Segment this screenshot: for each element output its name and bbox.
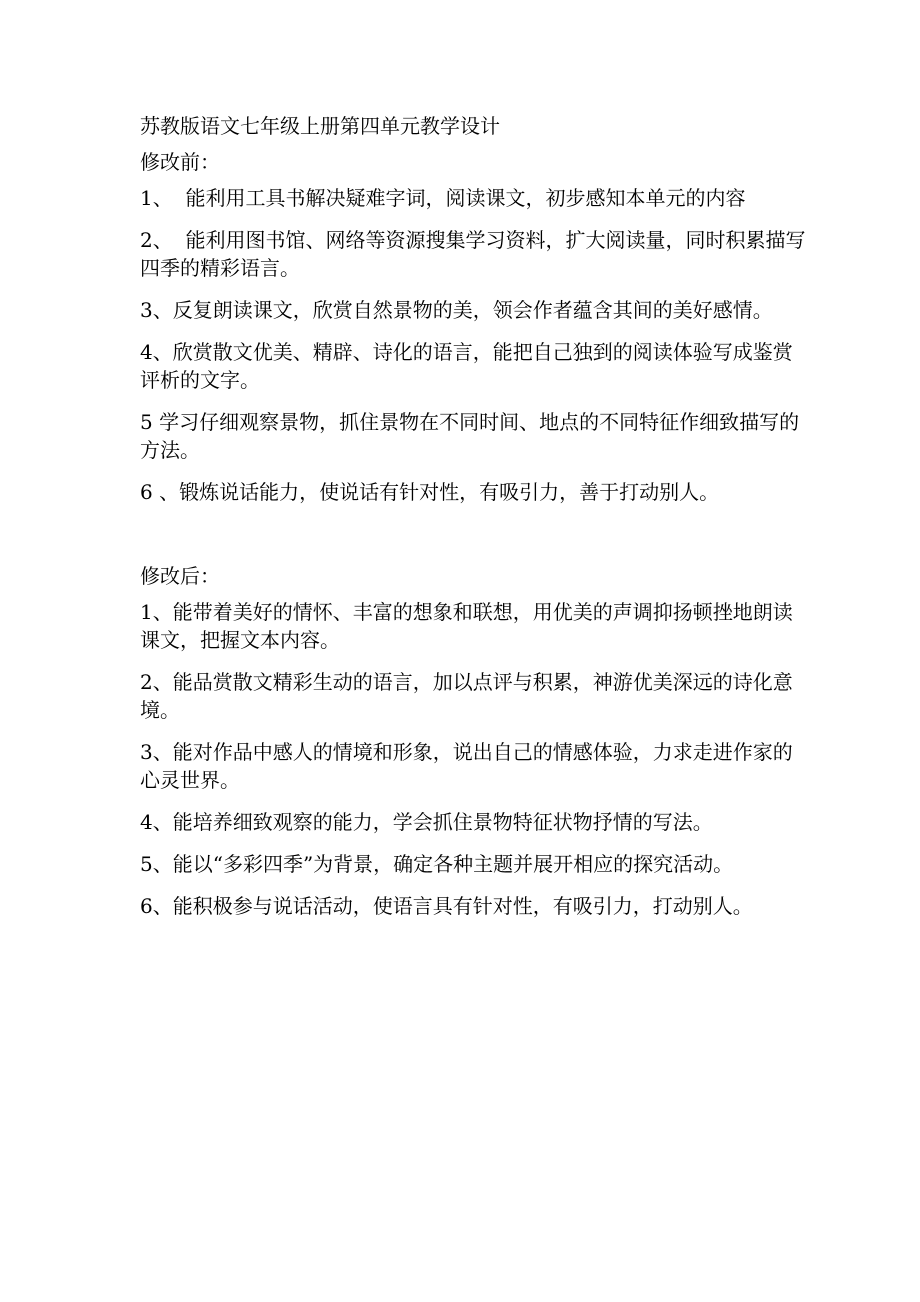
section-heading-before: 修改前： — [140, 150, 220, 174]
item-text: 能利用图书馆、网络等资源搜集学习资料，扩大阅读量，同时积累描写四季的精彩语言。 — [140, 228, 806, 280]
item-number: 2、 — [140, 670, 173, 694]
item-text: 能带着美好的情怀、丰富的想象和联想，用优美的声调抑扬顿挫地朗读课文，把握文本内容。 — [140, 600, 793, 652]
list-item — [140, 850, 812, 878]
item-text: 学习仔细观察景物，抓住景物在不同时间、地点的不同特征作细致描写的方法。 — [140, 410, 800, 462]
item-text: 能积极参与说话活动，使语言具有针对性，有吸引力，打动别人。 — [172, 894, 753, 918]
list-item — [140, 184, 812, 212]
list-item — [140, 338, 812, 394]
item-text: 锻炼说话能力，使说话有针对性，有吸引力，善于打动别人。 — [179, 480, 720, 504]
item-number: 2、 — [140, 228, 186, 252]
item-text: 能对作品中感人的情境和形象，说出自己的情感体验，力求走进作家的心灵世界。 — [140, 740, 793, 792]
item-number: 4、 — [140, 340, 173, 364]
item-text: 能培养细致观察的能力，学会抓住景物特征状物抒情的写法。 — [172, 810, 713, 834]
list-item — [140, 478, 812, 506]
list-item — [140, 226, 812, 282]
item-number: 4、 — [140, 810, 173, 834]
list-item — [140, 738, 812, 794]
item-text: 能品赏散文精彩生动的语言，加以点评与积累，神游优美深远的诗化意境。 — [140, 670, 793, 722]
item-number: 1、 — [140, 600, 173, 624]
item-number: 6 、 — [140, 480, 180, 504]
document-title: 苏教版语文七年级上册第四单元教学设计 — [140, 114, 500, 138]
list-item — [140, 408, 812, 464]
section-heading-after: 修改后： — [140, 564, 220, 588]
item-text: 欣赏散文优美、精辟、诗化的语言，能把自己独到的阅读体验写成鉴赏评析的文字。 — [140, 340, 793, 392]
item-number: 6、 — [140, 894, 173, 918]
list-item — [140, 892, 812, 920]
item-number: 3、 — [140, 298, 173, 322]
document-page — [140, 112, 812, 934]
item-number: 1、 — [140, 186, 186, 210]
item-number: 5、 — [140, 852, 173, 876]
item-text: 反复朗读课文，欣赏自然景物的美，领会作者蕴含其间的美好感情。 — [172, 298, 773, 322]
item-text: 能利用工具书解决疑难字词，阅读课文，初步感知本单元的内容 — [185, 186, 746, 210]
list-item — [140, 668, 812, 724]
list-item — [140, 296, 812, 324]
section-spacer — [140, 520, 812, 562]
list-item — [140, 598, 812, 654]
list-item — [140, 808, 812, 836]
item-number: 3、 — [140, 740, 173, 764]
item-number: 5 — [140, 410, 160, 434]
item-text: 能以“多彩四季”为背景，确定各种主题并展开相应的探究活动。 — [172, 852, 734, 876]
